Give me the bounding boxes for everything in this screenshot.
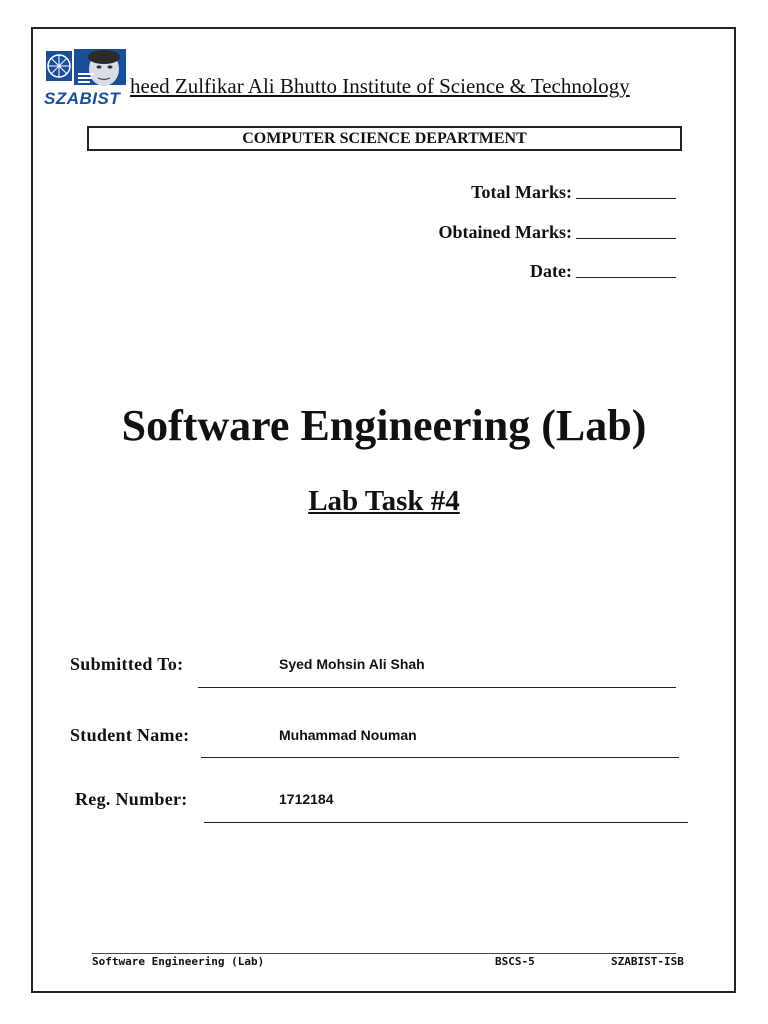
reg-number-line [204,822,688,823]
obtained-marks-row [438,222,676,243]
total-marks-label: Total Marks: [471,182,572,202]
obtained-marks-blank [576,237,676,239]
course-title: Software Engineering (Lab) [121,401,647,450]
logo-emblem-icon [44,47,128,91]
date-label: Date: [530,261,572,281]
institute-name: heed Zulfikar Ali Bhutto Institute of Science & Technology [130,74,630,98]
footer-course: Software Engineering (Lab) [92,955,265,968]
footer-campus: SZABIST-ISB [611,955,684,968]
department-banner: COMPUTER SCIENCE DEPARTMENT [87,126,682,151]
total-marks-row [471,182,676,203]
student-name-value: Muhammad Nouman [279,727,417,743]
date-row [530,261,676,282]
reg-number-label: Reg. Number: [75,789,188,809]
date-blank [576,276,676,278]
footer-divider [92,953,676,954]
submitted-to-line [198,687,676,688]
submitted-to-label: Submitted To: [70,654,184,674]
obtained-marks-label: Obtained Marks: [438,222,572,242]
szabist-logo [44,47,128,111]
total-marks-blank [576,197,676,199]
submitted-to-value: Syed Mohsin Ali Shah [279,656,425,672]
footer-program: BSCS-5 [495,955,535,968]
student-name-line [201,757,679,758]
lab-task-title: Lab Task #4 [308,485,460,517]
logo-wordmark: SZABIST [44,89,121,108]
reg-number-value: 1712184 [279,791,334,807]
student-name-label: Student Name: [70,725,190,745]
